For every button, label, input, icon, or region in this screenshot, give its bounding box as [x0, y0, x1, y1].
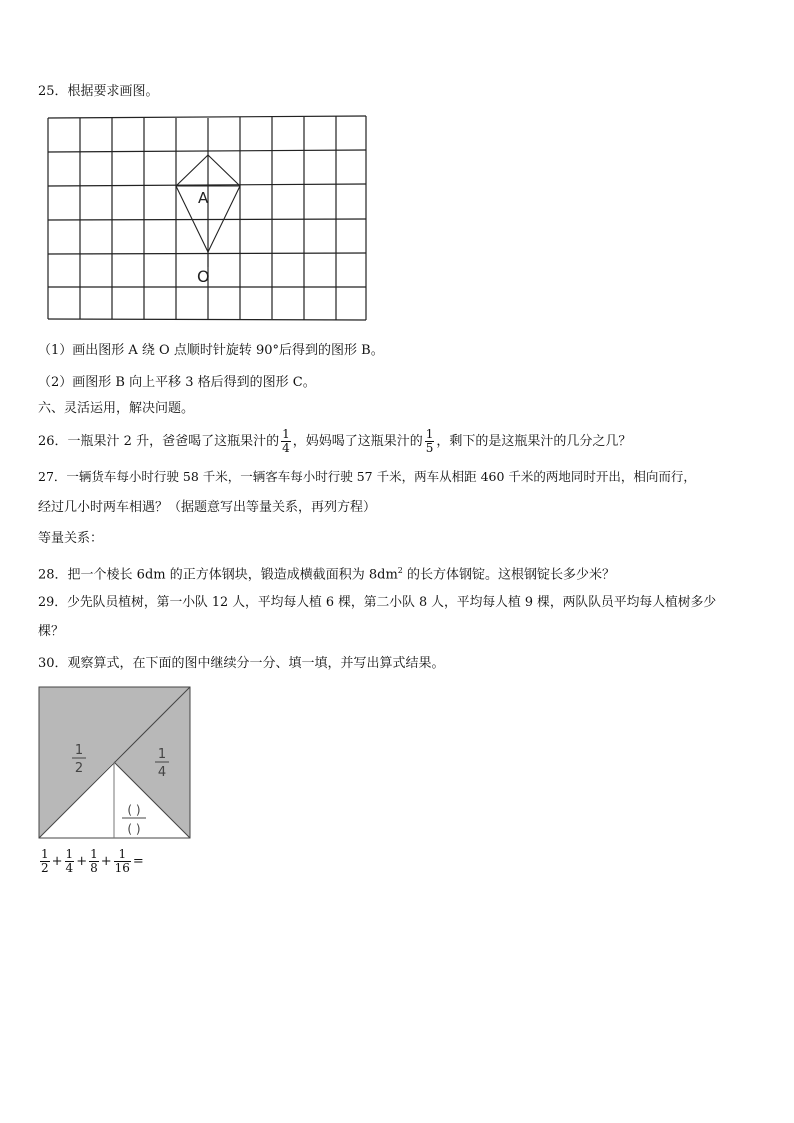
label-a: A	[198, 189, 209, 207]
q25-sub2: （2）画图形 B 向上平移 3 格后得到的图形 C。	[38, 375, 316, 390]
expr-term-3: $\frac{1}{8}$	[90, 847, 98, 875]
q27-equal-label: 等量关系：	[38, 531, 104, 546]
label-o: O	[197, 267, 210, 286]
q26-part1: 26．一瓶果汁 2 升，爸爸喝了这瓶果汁的	[38, 434, 280, 449]
half-numerator: 1	[74, 743, 84, 758]
q25-title: 25．根据要求画图。	[38, 84, 159, 99]
q26-fraction-1: $\frac{1}{4}$	[282, 427, 290, 455]
half-denominator: 2	[74, 761, 84, 776]
q26-fraction-2: $\frac{1}{5}$	[425, 427, 434, 455]
grid-lines	[48, 116, 366, 320]
q26-part3: ，剩下的是这瓶果汁的几分之几？	[436, 434, 632, 449]
q25-sub1: （1）画出图形 A 绕 O 点顺时针旋转 90°后得到的图形 B。	[38, 343, 384, 358]
expr-term-1: $\frac{1}{2}$	[41, 847, 49, 875]
q26	[38, 428, 631, 455]
blank-denominator: ( )	[127, 822, 141, 836]
q25-grid-figure	[46, 115, 370, 321]
q26-part2: ，妈妈喝了这瓶果汁的	[292, 434, 423, 449]
section-six-heading: 六、灵活运用，解决问题。	[38, 401, 195, 416]
expr-term-2: $\frac{1}{4}$	[65, 847, 74, 875]
q27-line1: 27．一辆货车每小时行驶 58 千米，一辆客车每小时行驶 57 千米，两车从相距 460 千米的两地同时开出，相向而行，	[38, 469, 696, 484]
expr-equals: =	[132, 854, 144, 869]
q28: 28．把一个棱长 6dm 的正方体钢块，锻造成横截面积为 $8dm^2$ 的长方体钢锭。这根钢锭长多少米？	[38, 566, 616, 583]
q28-superscript: 2	[397, 566, 403, 575]
q30-square-figure	[38, 686, 191, 839]
q29-line1: 29．少先队员植树，第一小队 12 人，平均每人植 6 棵，第二小队 8 人，平均每人植 9 棵，两队队员平均每人植树多少	[38, 595, 717, 610]
blank-numerator: ( )	[127, 803, 141, 817]
q29-line2: 棵？	[38, 624, 65, 639]
expr-term-4: $\frac{1}{16}$	[114, 847, 130, 875]
q30-expression: $\frac{1}{2}$ + $\frac{1}{4}$ + $\frac{1}{8}$ + $\frac{1}{16}$ =	[41, 847, 144, 875]
quarter-denominator: 4	[157, 765, 167, 780]
q27-line2: 经过几小时两车相遇？（据题意写出等量关系，再列方程）	[38, 500, 377, 515]
q30-title: 30．观察算式，在下面的图中继续分一分、填一填，并写出算式结果。	[38, 656, 445, 671]
quarter-numerator: 1	[157, 747, 167, 762]
